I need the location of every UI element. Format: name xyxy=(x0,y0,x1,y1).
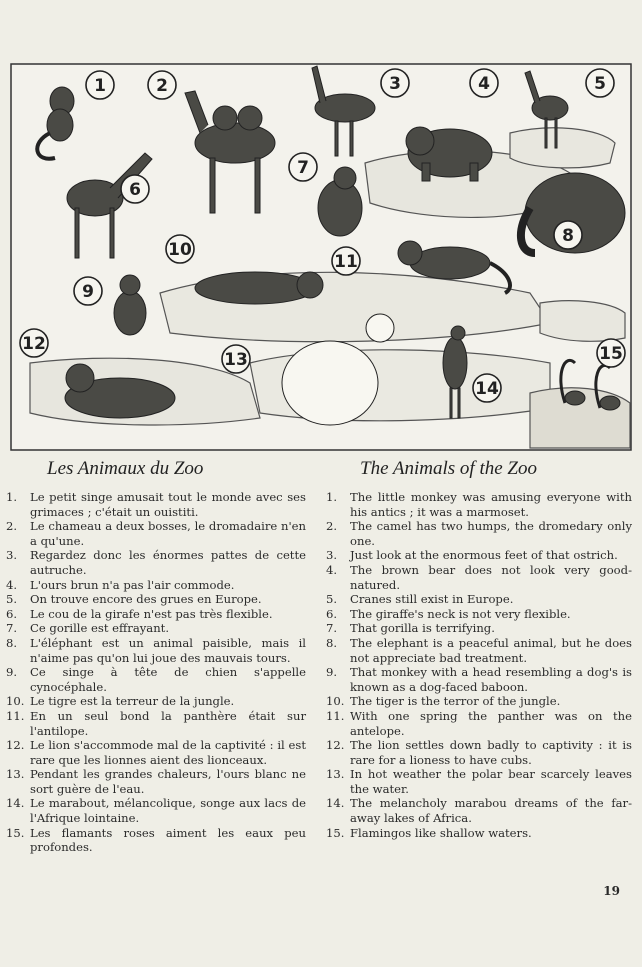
english-item-number: 2. xyxy=(326,519,338,534)
english-item-number: 8. xyxy=(326,635,338,650)
english-item-text: Flamingos like shallow waters. xyxy=(350,825,532,840)
french-item-number: 2. xyxy=(6,519,18,534)
english-item xyxy=(326,607,632,622)
english-item xyxy=(326,519,632,548)
english-item xyxy=(326,636,632,665)
french-item xyxy=(6,709,306,738)
french-item-number: 10. xyxy=(6,694,25,709)
callout-number: 12 xyxy=(22,334,46,354)
callout-number: 8 xyxy=(562,226,574,246)
english-item xyxy=(326,796,632,825)
french-item-number: 15. xyxy=(6,825,25,840)
english-item xyxy=(326,548,632,563)
callout-number: 6 xyxy=(129,180,141,200)
french-item xyxy=(6,665,306,694)
french-item-number: 13. xyxy=(6,767,25,782)
french-item xyxy=(6,796,306,825)
english-column xyxy=(326,490,632,840)
english-item-number: 5. xyxy=(326,592,338,607)
french-item-text: Les flamants roses aiment les eaux peu profondes. xyxy=(30,825,306,855)
english-item xyxy=(326,563,632,592)
english-item xyxy=(326,665,632,694)
french-item-number: 9. xyxy=(6,665,18,680)
english-item xyxy=(326,738,632,767)
french-item xyxy=(6,578,306,593)
french-item-number: 7. xyxy=(6,621,18,636)
english-item-number: 9. xyxy=(326,665,338,680)
french-item-text: En un seul bond la panthère était sur l'antilope. xyxy=(30,708,306,738)
french-item-number: 8. xyxy=(6,635,18,650)
french-item xyxy=(6,738,306,767)
english-item-text: The giraffe's neck is not very flexible. xyxy=(350,606,571,621)
english-item-text: The camel has two humps, the dromedary only one. xyxy=(350,519,632,548)
callout-number: 13 xyxy=(224,350,248,370)
french-item xyxy=(6,519,306,548)
french-item-text: L'éléphant est un animal paisible, mais il n'aime pas qu'on lui joue des mauvais tours. xyxy=(30,635,306,665)
english-item-number: 11. xyxy=(326,708,345,723)
french-item-number: 6. xyxy=(6,606,18,621)
french-item-number: 3. xyxy=(6,548,18,563)
callout-number: 3 xyxy=(389,74,401,94)
english-item-number: 3. xyxy=(326,548,338,563)
french-item xyxy=(6,826,306,855)
french-item-number: 12. xyxy=(6,738,25,753)
french-item-text: L'ours brun n'a pas l'air commode. xyxy=(30,577,235,592)
french-item-text: Le marabout, mélancolique, songe aux lacs de l'Afrique lointaine. xyxy=(30,796,306,826)
callout-number: 15 xyxy=(599,344,623,364)
french-item-text: Ce gorille est effrayant. xyxy=(30,621,170,636)
french-item-text: On trouve encore des grues en Europe. xyxy=(30,592,262,607)
callout-number: 14 xyxy=(475,379,499,399)
english-item-text: The lion settles down badly to captivity : it is rare for a lioness to have cubs. xyxy=(350,738,632,767)
english-item-text: Just look at the enormous feet of that ostrich. xyxy=(350,548,618,563)
french-item xyxy=(6,490,306,519)
french-column xyxy=(6,490,306,855)
french-item xyxy=(6,548,306,577)
english-item xyxy=(326,621,632,636)
english-item-number: 6. xyxy=(326,606,338,621)
french-item-text: Le petit singe amusait tout le monde avec ses grimaces ; c'était un ouistiti. xyxy=(30,490,306,519)
french-item-number: 11. xyxy=(6,708,25,723)
english-item-text: The little monkey was amusing everyone with his antics ; it was a marmoset. xyxy=(350,490,632,519)
french-item-text: Le lion s'accommode mal de la captivité : il est rare que les lionnes aient des lionceaux. xyxy=(30,738,306,767)
english-item-text: That monkey with a head resembling a dog's is known as a dog-faced baboon. xyxy=(350,665,632,694)
english-item-number: 4. xyxy=(326,562,338,577)
english-item-number: 10. xyxy=(326,694,345,709)
english-item-text: The melancholy marabou dreams of the far-away lakes of Africa. xyxy=(350,796,632,826)
english-item-text: That gorilla is terrifying. xyxy=(350,621,495,636)
callout-number: 10 xyxy=(168,240,192,260)
french-item-number: 1. xyxy=(6,490,18,504)
english-heading: The Animals of the Zoo xyxy=(360,458,537,479)
english-item xyxy=(326,826,632,841)
french-item-text: Regardez donc les énormes pattes de cette autruche. xyxy=(30,548,306,577)
english-item xyxy=(326,592,632,607)
callout-number: 2 xyxy=(156,76,168,96)
zoo-illustration xyxy=(10,63,632,451)
french-item-text: Ce singe à tête de chien s'appelle cynocéphale. xyxy=(30,665,306,694)
english-item xyxy=(326,709,632,738)
french-item-number: 5. xyxy=(6,592,18,607)
english-item-number: 13. xyxy=(326,767,345,782)
french-item xyxy=(6,694,306,709)
french-item xyxy=(6,607,306,622)
french-item-number: 4. xyxy=(6,577,18,592)
callout-number: 7 xyxy=(297,158,309,178)
callout-number: 4 xyxy=(478,74,490,94)
english-item-text: In hot weather the polar bear scarcely leaves the water. xyxy=(350,767,632,796)
english-item-number: 12. xyxy=(326,738,345,753)
english-item-text: The tiger is the terror of the jungle. xyxy=(350,694,561,709)
english-item-text: Cranes still exist in Europe. xyxy=(350,592,514,607)
english-item xyxy=(326,767,632,796)
french-heading: Les Animaux du Zoo xyxy=(47,458,204,479)
callout-number: 5 xyxy=(594,74,606,94)
french-item-text: Le cou de la girafe n'est pas très flexible. xyxy=(30,606,273,621)
english-item-number: 14. xyxy=(326,796,345,811)
french-item-text: Le chameau a deux bosses, le dromadaire n'en a qu'une. xyxy=(30,519,306,548)
callout-number: 9 xyxy=(82,282,94,302)
page-number: 19 xyxy=(603,884,620,898)
english-item-number: 7. xyxy=(326,621,338,636)
callout-number: 1 xyxy=(94,76,106,96)
french-item-text: Pendant les grandes chaleurs, l'ours blanc ne sort guère de l'eau. xyxy=(30,767,306,796)
callout-number: 11 xyxy=(334,252,358,272)
french-item xyxy=(6,621,306,636)
english-item-text: With one spring the panther was on the antelope. xyxy=(350,708,632,738)
english-item xyxy=(326,694,632,709)
english-item xyxy=(326,490,632,519)
english-item-number: 1. xyxy=(326,490,338,504)
french-item xyxy=(6,767,306,796)
english-item-text: The brown bear does not look very good-natured. xyxy=(350,562,632,592)
french-item xyxy=(6,592,306,607)
english-item-number: 15. xyxy=(326,825,345,840)
french-item-number: 14. xyxy=(6,796,25,811)
french-item xyxy=(6,636,306,665)
french-item-text: Le tigre est la terreur de la jungle. xyxy=(30,694,235,709)
english-item-text: The elephant is a peaceful animal, but he does not appreciate bad treatment. xyxy=(350,635,632,665)
